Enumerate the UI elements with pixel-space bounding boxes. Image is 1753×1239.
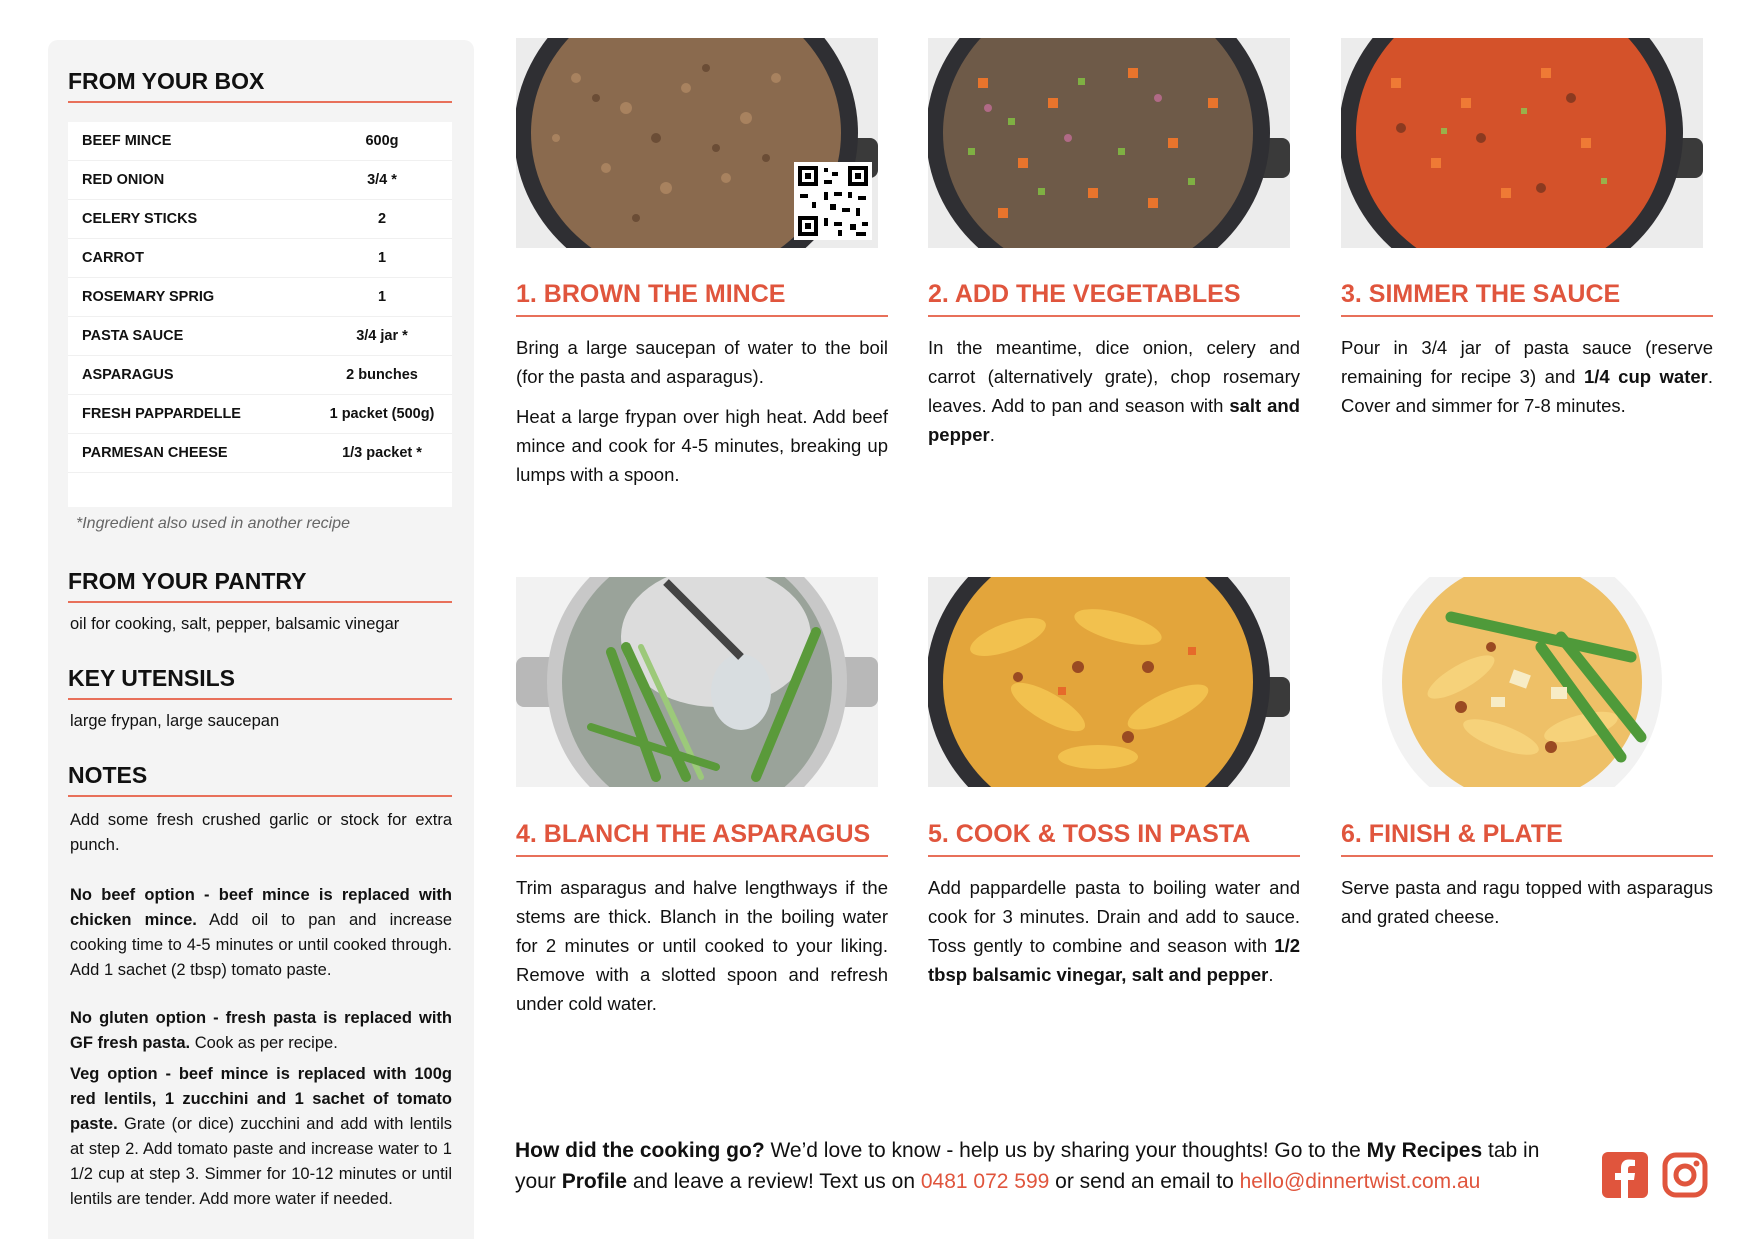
step-4-text: Trim asparagus and halve lengthways if the stems are thick. Blanch in the boiling water for 2 minutes or until cooked to your liking. Remove with a slotted spoon and refresh under cold water. <box>516 877 888 1014</box>
instagram-icon[interactable] <box>1662 1152 1708 1198</box>
step-5-photo <box>928 577 1290 787</box>
note-no-beef: No beef option - beef mince is replaced with chicken mince. Add oil to pan and increase cooking time to 4-5 minutes or until cooked through. Add 1 sachet (2 tbsp) tomato paste. <box>70 886 452 979</box>
step-4-title: 4. BLANCH THE ASPARAGUS <box>516 820 888 857</box>
utensils-title: KEY UTENSILS <box>68 665 452 700</box>
step-1-text: Bring a large saucepan of water to the boil (for the pasta and asparagus). Heat a large frypan over high heat. Add beef mince and cook for 4-5 minutes, breaking up lumps with a spoon. <box>516 337 888 485</box>
ingredients-table <box>68 122 452 507</box>
feedback-footer: How did the cooking go? We’d love to know - help us by sharing your thoughts! Go to the My Recipes tab in your Profile and leave a review! Text us on 0481 072 599 or send an email to hello@dinnertwist.com.au <box>515 1139 1540 1193</box>
ingredient-row <box>68 317 452 356</box>
step-5-title: 5. COOK & TOSS IN PASTA <box>928 820 1300 857</box>
note-no-gluten: No gluten option - fresh pasta is replaced with GF fresh pasta. Cook as per recipe. <box>70 1009 452 1052</box>
step-6-text: Serve pasta and ragu topped with asparagus and grated cheese. <box>1341 877 1713 927</box>
from-your-box-title: FROM YOUR BOX <box>68 68 452 103</box>
step-3-photo <box>1341 38 1703 248</box>
ingredient-name: BEEF MINCE <box>82 133 172 149</box>
step-1-title: 1. BROWN THE MINCE <box>516 280 888 317</box>
ingredient-row <box>68 122 452 161</box>
utensils-text: large frypan, large saucepan <box>70 712 280 730</box>
ingredient-row <box>68 239 452 278</box>
ingredient-qty: 2 <box>377 211 387 227</box>
ingredient-name: CELERY STICKS <box>82 211 198 227</box>
ingredient-qty: 1/3 packet * <box>342 445 422 461</box>
ingredient-name: PASTA SAUCE <box>82 328 184 344</box>
ingredient-qty: 1 <box>377 289 387 305</box>
ingredient-name: FRESH PAPPARDELLE <box>82 406 241 422</box>
step-2-text: In the meantime, dice onion, celery and carrot (alternatively grate), chop rosemary leaves. Add to pan and season with salt and pepper. <box>928 337 1300 445</box>
ingredient-row <box>68 356 452 395</box>
ingredient-row <box>68 434 452 473</box>
ingredient-name: RED ONION <box>82 172 165 188</box>
notes-title: NOTES <box>68 762 452 797</box>
my-recipes-label: My Recipes <box>1366 1139 1483 1162</box>
ingredients-sidebar <box>48 40 474 1239</box>
ingredient-qty: 1 <box>377 250 387 266</box>
note-veg: Veg option - beef mince is replaced with 100g red lentils, 1 zucchini and 1 sachet of tomato paste. Grate (or dice) zucchini and add with lentils at step 2. Add tomato paste and increase water to 1 1/2 cup at step 3. Simmer for 10-12 minutes or until lentils are tender. Add more water if needed. <box>70 1065 452 1208</box>
ingredient-row <box>68 200 452 239</box>
ingredient-name: ASPARAGUS <box>82 367 174 383</box>
ingredient-row <box>68 395 452 434</box>
ingredient-row <box>68 278 452 317</box>
step-2-photo <box>928 38 1290 248</box>
qr-code-icon[interactable] <box>794 162 872 240</box>
step-6-title: 6. FINISH & PLATE <box>1341 820 1713 857</box>
pantry-text: oil for cooking, salt, pepper, balsamic vinegar <box>70 615 400 633</box>
step-1-photo <box>516 38 878 248</box>
step-4-photo <box>516 577 878 787</box>
step-3-text: Pour in 3/4 jar of pasta sauce (reserve remaining for recipe 3) and 1/4 cup water. Cover and simmer for 7-8 minutes. <box>1341 337 1713 416</box>
facebook-icon[interactable] <box>1602 1152 1648 1198</box>
phone-link[interactable]: 0481 072 599 <box>920 1170 1050 1193</box>
step-2-title: 2. ADD THE VEGETABLES <box>928 280 1300 317</box>
ingredient-row <box>68 161 452 200</box>
ingredient-footnote: *Ingredient also used in another recipe <box>76 515 350 532</box>
pantry-title: FROM YOUR PANTRY <box>68 568 452 603</box>
email-link[interactable]: hello@dinnertwist.com.au <box>1239 1170 1481 1193</box>
ingredient-qty: 600g <box>365 133 399 149</box>
feedback-question: How did the cooking go? <box>515 1139 765 1162</box>
ingredient-name: CARROT <box>82 250 145 266</box>
step-6-photo <box>1341 577 1703 787</box>
ingredient-name: PARMESAN CHEESE <box>82 445 228 461</box>
step-3-title: 3. SIMMER THE SAUCE <box>1341 280 1713 317</box>
ingredient-qty: 1 packet (500g) <box>329 406 435 422</box>
step-5-text: Add pappardelle pasta to boiling water and cook for 3 minutes. Drain and add to sauce. Toss gently to combine and season with 1/2 tbsp balsamic vinegar, salt and pepper. <box>928 877 1300 985</box>
profile-label: Profile <box>561 1170 628 1193</box>
ingredient-qty: 2 bunches <box>346 367 418 383</box>
ingredient-qty: 3/4 * <box>367 172 397 188</box>
note-paragraph: Add some fresh crushed garlic or stock for extra punch. <box>70 811 452 854</box>
ingredient-qty: 3/4 jar * <box>356 328 408 344</box>
ingredient-name: ROSEMARY SPRIG <box>82 289 215 305</box>
